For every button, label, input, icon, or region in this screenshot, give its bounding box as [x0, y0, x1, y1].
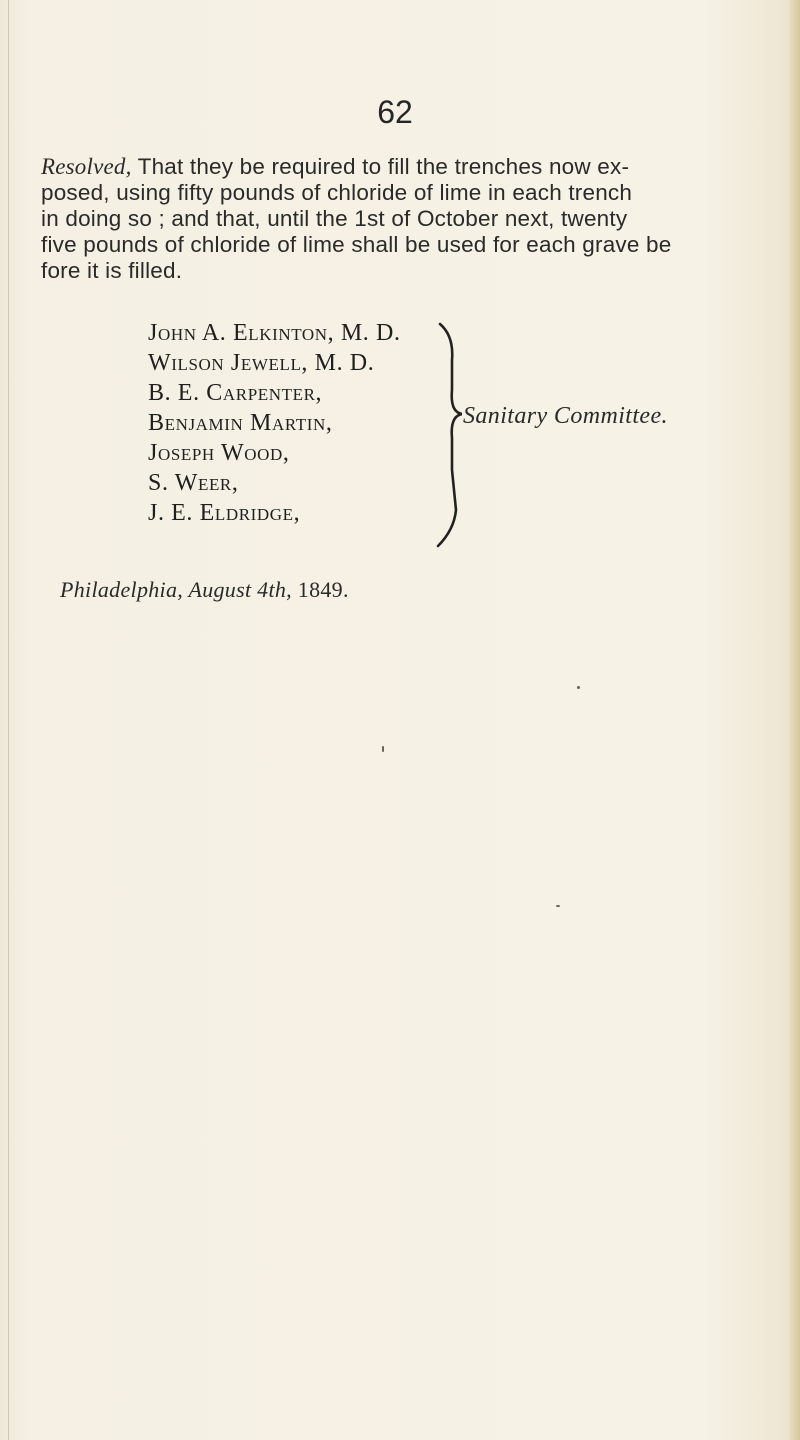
signatory-name: B. E. Carpenter, [148, 380, 323, 406]
signatories-list [148, 318, 401, 528]
resolution-line-text: five pounds of chloride of lime shall be used for each grave be [41, 232, 672, 257]
dateline [60, 577, 349, 603]
resolution-line-text: posed, using fifty pounds of chloride of lime in each trench [41, 180, 633, 205]
resolution-line [41, 232, 741, 258]
resolution-line-text: That they be required to fill the trenches now ex- [131, 154, 630, 179]
resolution-line [41, 180, 741, 206]
page-gutter-line [8, 0, 9, 1440]
resolution-line [41, 154, 741, 180]
signatory-name: Wilson Jewell, M. D. [148, 350, 375, 376]
resolution-paragraph [41, 154, 741, 284]
resolution-line-text: fore it is filled. [41, 258, 183, 283]
signatory-name: J. E. Eldridge, [148, 500, 301, 526]
committee-label: Sanitary Committee. [463, 403, 668, 429]
page-edge-shadow [790, 0, 800, 1440]
dateline-year: 1849. [291, 577, 349, 602]
signatory-name: John A. Elkinton, M. D. [148, 320, 401, 346]
paper-speck [556, 905, 560, 907]
resolution-line [41, 258, 741, 284]
signatory-name: Joseph Wood, [148, 440, 290, 466]
resolution-line-text: in doing so ; and that, until the 1st of October next, twenty [41, 206, 628, 231]
page-number: 62 [377, 94, 413, 130]
resolution-line [41, 206, 741, 232]
grouping-brace [432, 320, 462, 548]
signatory-name: S. Weer, [148, 470, 239, 496]
signatory-name: Benjamin Martin, [148, 410, 333, 436]
paper-speck [382, 746, 384, 752]
dateline-place-date: Philadelphia, August 4th, [60, 577, 292, 602]
resolved-label: Resolved, [41, 154, 132, 179]
paper-speck [577, 686, 580, 689]
